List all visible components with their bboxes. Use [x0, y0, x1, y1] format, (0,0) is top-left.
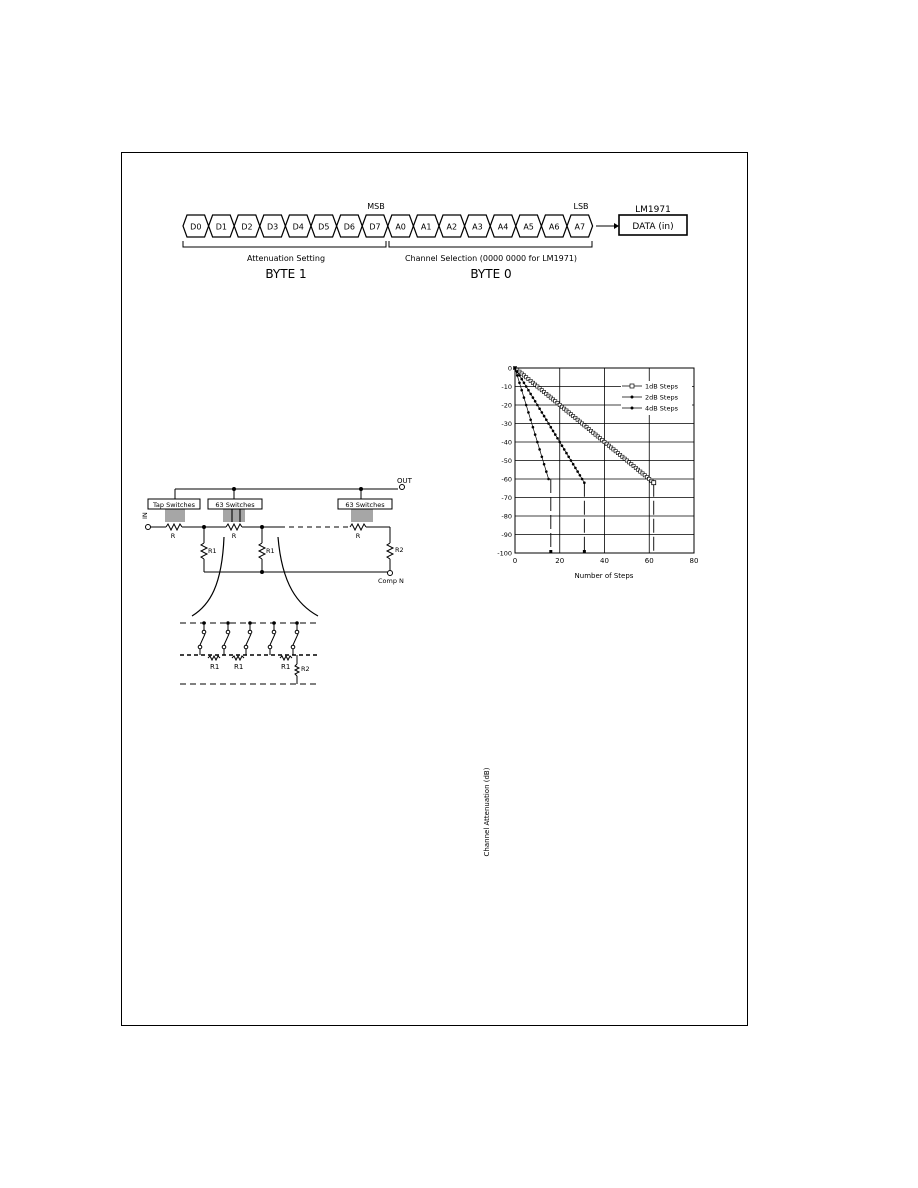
chart-legend-marker	[630, 384, 634, 388]
chart-legend-marker	[631, 407, 634, 410]
detail-r2-label: R2	[301, 665, 310, 673]
switches-a-label: 63 Switches	[215, 501, 255, 509]
bit-cell-d1-label: D1	[215, 222, 228, 232]
lsb-label: LSB	[573, 202, 589, 211]
in-terminal	[146, 525, 151, 530]
bit-cell-a1-label: A1	[420, 222, 432, 232]
chart-x-tick-label: 60	[644, 557, 654, 565]
return-node	[260, 570, 264, 574]
chart-y-tick-label: -80	[501, 512, 512, 521]
chart-mute-point	[549, 550, 552, 553]
chart-legend-label: 2dB Steps	[645, 393, 678, 402]
detail-switch-contact	[202, 630, 206, 634]
detail-resistor-3	[280, 656, 292, 660]
r2-label: R2	[395, 546, 404, 554]
chart-legend-label: 4dB Steps	[645, 404, 678, 413]
tap-switches-label: Tap Switches	[153, 501, 195, 509]
chart-mute-point	[583, 550, 586, 553]
chart-x-tick-label: 20	[555, 557, 565, 565]
chart-y-tick-label: -40	[501, 438, 512, 447]
detail-switch-blade	[270, 634, 275, 645]
bit-cell-a5-label: A5	[523, 222, 534, 232]
chart-xlabel: Number of Steps	[574, 572, 634, 580]
detail-switch-contact	[268, 645, 272, 649]
attenuation-chart	[470, 355, 720, 857]
detail-switch-contact	[248, 630, 252, 634]
detail-switch-contact	[272, 630, 276, 634]
bit-cell-a0-label: A0	[395, 222, 406, 232]
detail-r1-label-b: R1	[234, 663, 244, 671]
detail-switch-contact	[226, 630, 230, 634]
chart-y-tick-label: -70	[501, 494, 512, 502]
chart-y-tick-label: -10	[501, 383, 512, 391]
r-label-1: R	[170, 532, 176, 540]
switch-comb-lines	[166, 509, 372, 522]
switches-b-label: 63 Switches	[345, 501, 385, 509]
byte0-bracket	[389, 241, 592, 247]
detail-switch-contact	[222, 645, 226, 649]
r-label-2: R	[231, 532, 237, 540]
detail-resistor-2	[232, 656, 244, 660]
chart-y-tick-label: -20	[501, 401, 512, 410]
zoom-curve-right	[278, 537, 318, 616]
chart-y-tick-label: -100	[497, 549, 512, 558]
detail-switch-contact	[244, 645, 248, 649]
resistor-r1-a	[201, 543, 207, 559]
chart-mute-point	[652, 481, 656, 485]
bit-cell-a6-label: A6	[548, 222, 560, 232]
byte-sequence-diagram	[0, 0, 918, 300]
detail-r1-label-c: R1	[281, 663, 291, 671]
chart-y-tick-label: -50	[501, 457, 512, 465]
detail-switch-blade	[246, 634, 251, 645]
bit-cell-d3-label: D3	[266, 222, 279, 232]
byte1-bracket	[183, 241, 386, 247]
lm1971-data-in-label: DATA (in)	[632, 222, 674, 232]
detail-switch-blade	[224, 634, 229, 645]
r-label-3: R	[355, 532, 361, 540]
lm1971-title: LM1971	[635, 205, 671, 215]
resistor-r-3	[350, 524, 366, 530]
attenuator-circuit	[140, 475, 430, 690]
bit-cell-a7-label: A7	[574, 222, 586, 232]
chart-x-tick-label: 0	[512, 557, 518, 565]
bit-cell-d0-label: D0	[190, 222, 202, 232]
detail-switch-contact	[198, 645, 202, 649]
bit-cell-d5-label: D5	[318, 222, 330, 232]
detail-switches	[198, 621, 299, 655]
detail-switch-contact	[295, 630, 299, 634]
bit-cell-d6-label: D6	[343, 222, 356, 232]
bit-cell-a2-label: A2	[446, 222, 458, 232]
byte1-caption: Attenuation Setting	[246, 254, 326, 263]
comp-label: Comp N	[378, 577, 404, 585]
bus-node-2	[359, 487, 363, 491]
chart-ylabel: Channel Attenuation (dB)	[483, 767, 491, 857]
chart-y-tick-label: 0	[507, 364, 512, 373]
r1-label-a: R1	[208, 547, 217, 555]
msb-label: MSB	[367, 202, 385, 211]
detail-resistor-1	[208, 656, 220, 660]
detail-switch-contact	[291, 645, 295, 649]
chart-legend-label: 1dB Steps	[645, 382, 678, 391]
bit-cell-a3-label: A3	[472, 222, 483, 232]
comp-terminal	[388, 571, 393, 576]
bit-cell-d7-label: D7	[369, 222, 381, 232]
out-terminal	[400, 485, 405, 490]
bit-cell-d4-label: D4	[292, 222, 304, 232]
byte0-caption: Channel Selection (0000 0000 for LM1971)	[404, 254, 578, 263]
byte1-label: BYTE 1	[265, 267, 307, 281]
bus-node-1	[232, 487, 236, 491]
detail-switch-blade	[293, 634, 298, 645]
detail-switch-blade	[200, 634, 205, 645]
resistor-r-2	[226, 524, 242, 530]
chart-y-tick-label: -90	[501, 531, 512, 539]
chart-point	[547, 478, 550, 481]
chart-legend-marker	[631, 396, 634, 399]
r1-label-b: R1	[266, 547, 275, 555]
detail-resistor-r2	[295, 664, 299, 676]
resistor-r1-b	[259, 543, 265, 559]
chart-x-tick-label: 80	[689, 557, 699, 565]
chart-x-tick-label: 40	[600, 557, 609, 565]
detail-r1-label-a: R1	[210, 663, 220, 671]
byte0-label: BYTE 0	[470, 267, 512, 281]
bit-cell-d2-label: D2	[241, 222, 253, 232]
chart-y-tick-label: -30	[501, 420, 512, 428]
resistor-r-1	[166, 524, 182, 530]
in-label: IN	[141, 512, 149, 519]
chart-y-tick-label: -60	[501, 475, 512, 484]
resistor-r2	[387, 543, 393, 559]
out-label: OUT	[397, 477, 412, 485]
bit-cell-a4-label: A4	[497, 222, 509, 232]
